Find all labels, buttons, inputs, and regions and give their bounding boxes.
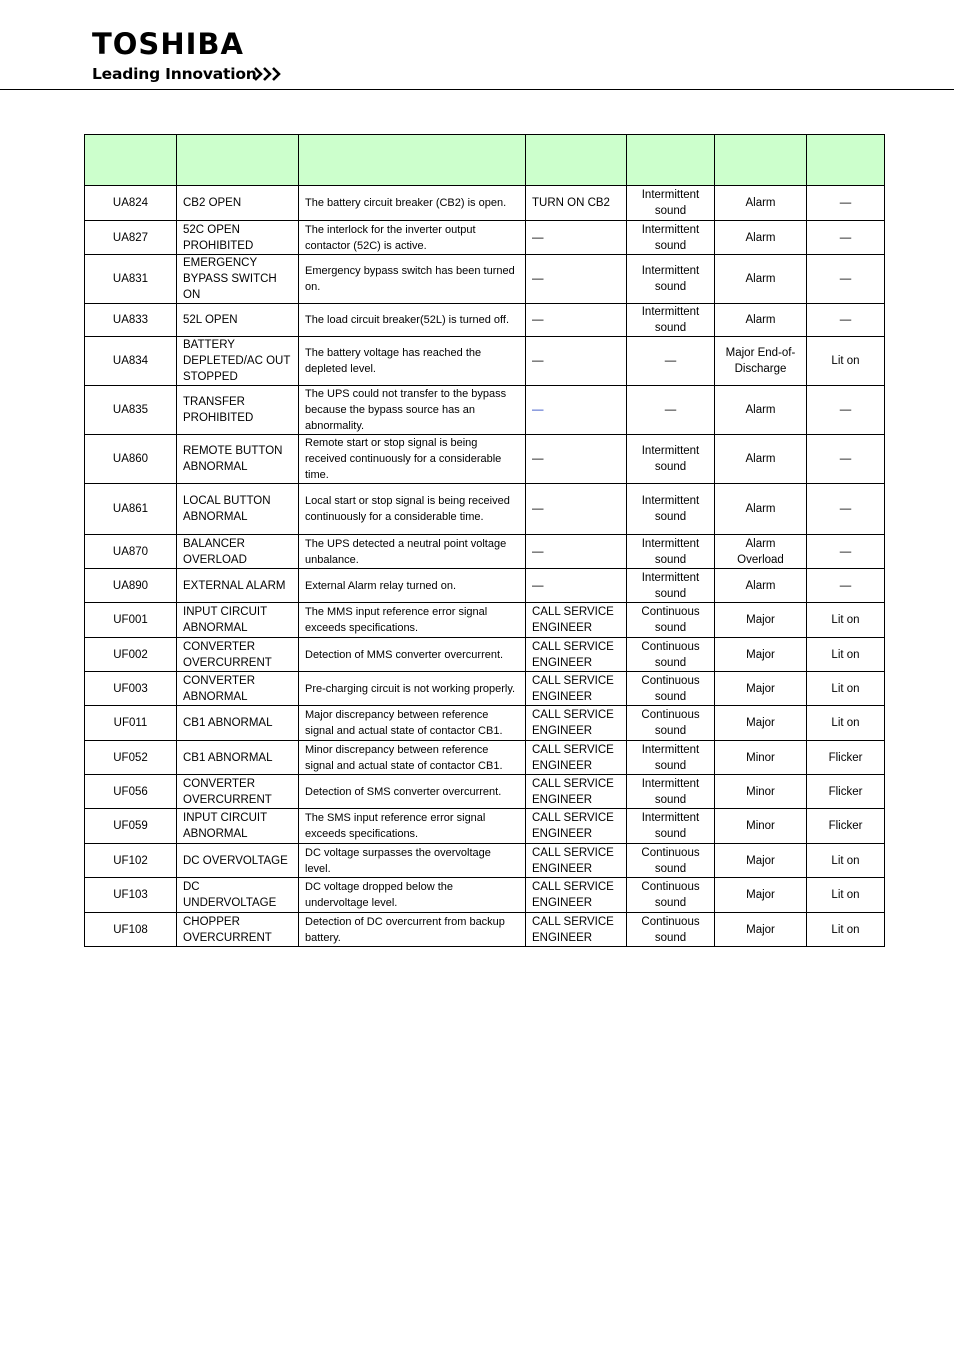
level-cell: Alarm (715, 435, 807, 484)
led-cell: — (807, 304, 885, 337)
led-cell: — (807, 221, 885, 255)
code-cell: UF002 (85, 638, 177, 672)
code-cell: UA834 (85, 337, 177, 386)
table-row (85, 672, 885, 706)
table-row (85, 535, 885, 569)
table-row (85, 913, 885, 947)
table-row (85, 484, 885, 535)
buzzer-cell: Continuous sound (627, 844, 715, 878)
level-cell: Alarm Overload (715, 535, 807, 569)
level-cell: Major End-of-Discharge (715, 337, 807, 386)
led-cell: Lit on (807, 913, 885, 947)
buzzer-cell: Intermittent sound (627, 186, 715, 221)
action-cell: CALL SERVICE ENGINEER (526, 672, 627, 706)
description-cell: Detection of DC overcurrent from backup battery. (299, 913, 526, 947)
led-cell: Flicker (807, 775, 885, 809)
name-cell: BALANCER OVERLOAD (177, 535, 299, 569)
code-cell: UF011 (85, 706, 177, 741)
level-cell: Minor (715, 809, 807, 844)
buzzer-cell: Intermittent sound (627, 484, 715, 535)
action-cell: CALL SERVICE ENGINEER (526, 638, 627, 672)
level-cell: Alarm (715, 386, 807, 435)
buzzer-cell: Continuous sound (627, 878, 715, 913)
led-cell: Lit on (807, 706, 885, 741)
description-cell: The load circuit breaker(52L) is turned off. (299, 304, 526, 337)
level-cell: Major (715, 638, 807, 672)
header-cell (299, 135, 526, 186)
action-cell: CALL SERVICE ENGINEER (526, 775, 627, 809)
level-cell: Alarm (715, 569, 807, 603)
action-cell: — (526, 569, 627, 603)
description-cell: The interlock for the inverter output contactor (52C) is active. (299, 221, 526, 255)
description-cell: The UPS detected a neutral point voltage unbalance. (299, 535, 526, 569)
name-cell: TRANSFER PROHIBITED (177, 386, 299, 435)
description-cell: The UPS could not transfer to the bypass because the bypass source has an abnormality. (299, 386, 526, 435)
table-row (85, 844, 885, 878)
code-cell: UA861 (85, 484, 177, 535)
action-cell: — (526, 535, 627, 569)
buzzer-cell: Continuous sound (627, 672, 715, 706)
description-cell: DC voltage dropped below the undervoltage level. (299, 878, 526, 913)
led-cell: Lit on (807, 844, 885, 878)
action-cell: CALL SERVICE ENGINEER (526, 844, 627, 878)
led-cell: Lit on (807, 672, 885, 706)
name-cell: INPUT CIRCUIT ABNORMAL (177, 603, 299, 638)
table-row (85, 221, 885, 255)
level-cell: Major (715, 878, 807, 913)
table-row (85, 186, 885, 221)
header-divider (0, 89, 954, 90)
brand-tagline: Leading Innovation (92, 65, 257, 83)
header-cell (627, 135, 715, 186)
code-cell: UF052 (85, 741, 177, 775)
code-cell: UA833 (85, 304, 177, 337)
description-cell: The MMS input reference error signal exceeds specifications. (299, 603, 526, 638)
name-cell: 52C OPEN PROHIBITED (177, 221, 299, 255)
table-row (85, 304, 885, 337)
description-cell: Major discrepancy between reference signal and actual state of contactor CB1. (299, 706, 526, 741)
name-cell: REMOTE BUTTON ABNORMAL (177, 435, 299, 484)
level-cell: Alarm (715, 221, 807, 255)
description-cell: Detection of SMS converter overcurrent. (299, 775, 526, 809)
description-cell: Detection of MMS converter overcurrent. (299, 638, 526, 672)
action-cell: — (526, 337, 627, 386)
code-cell: UF003 (85, 672, 177, 706)
buzzer-cell: Intermittent sound (627, 535, 715, 569)
level-cell: Alarm (715, 304, 807, 337)
buzzer-cell: Continuous sound (627, 706, 715, 741)
code-cell: UF059 (85, 809, 177, 844)
table-row (85, 809, 885, 844)
action-cell: — (526, 484, 627, 535)
code-cell: UA860 (85, 435, 177, 484)
name-cell: CONVERTER OVERCURRENT (177, 638, 299, 672)
name-cell: BATTERY DEPLETED/AC OUT STOPPED (177, 337, 299, 386)
led-cell: Flicker (807, 809, 885, 844)
level-cell: Alarm (715, 484, 807, 535)
name-cell: CONVERTER ABNORMAL (177, 672, 299, 706)
level-cell: Alarm (715, 255, 807, 304)
header-cell (807, 135, 885, 186)
buzzer-cell: Continuous sound (627, 638, 715, 672)
level-cell: Major (715, 603, 807, 638)
description-cell: DC voltage surpasses the overvoltage level. (299, 844, 526, 878)
header-cell (85, 135, 177, 186)
name-cell: CHOPPER OVERCURRENT (177, 913, 299, 947)
name-cell: CB2 OPEN (177, 186, 299, 221)
action-cell: CALL SERVICE ENGINEER (526, 741, 627, 775)
buzzer-cell: Continuous sound (627, 603, 715, 638)
level-cell: Minor (715, 775, 807, 809)
led-cell: Lit on (807, 878, 885, 913)
name-cell: CB1 ABNORMAL (177, 741, 299, 775)
table-row (85, 337, 885, 386)
description-cell: Remote start or stop signal is being received continuously for a considerable time. (299, 435, 526, 484)
buzzer-cell: — (627, 337, 715, 386)
buzzer-cell: Continuous sound (627, 913, 715, 947)
name-cell: 52L OPEN (177, 304, 299, 337)
level-cell: Major (715, 672, 807, 706)
code-cell: UF001 (85, 603, 177, 638)
level-cell: Major (715, 706, 807, 741)
code-cell: UA835 (85, 386, 177, 435)
level-cell: Minor (715, 741, 807, 775)
code-cell: UA870 (85, 535, 177, 569)
description-cell: The battery voltage has reached the depleted level. (299, 337, 526, 386)
action-cell: — (526, 304, 627, 337)
led-cell: — (807, 435, 885, 484)
buzzer-cell: Intermittent sound (627, 775, 715, 809)
description-cell: Local start or stop signal is being received continuously for a considerable time. (299, 484, 526, 535)
page-header (0, 0, 954, 90)
name-cell: CB1 ABNORMAL (177, 706, 299, 741)
name-cell: LOCAL BUTTON ABNORMAL (177, 484, 299, 535)
level-cell: Major (715, 844, 807, 878)
code-cell: UA824 (85, 186, 177, 221)
name-cell: DC OVERVOLTAGE (177, 844, 299, 878)
name-cell: INPUT CIRCUIT ABNORMAL (177, 809, 299, 844)
table-row (85, 706, 885, 741)
action-cell: CALL SERVICE ENGINEER (526, 913, 627, 947)
buzzer-cell: — (627, 386, 715, 435)
table-row (85, 878, 885, 913)
action-cell: CALL SERVICE ENGINEER (526, 809, 627, 844)
table-row (85, 638, 885, 672)
action-cell: — (526, 221, 627, 255)
name-cell: EMERGENCY BYPASS SWITCH ON (177, 255, 299, 304)
level-cell: Major (715, 913, 807, 947)
table-row (85, 386, 885, 435)
action-cell: — (526, 435, 627, 484)
code-cell: UF102 (85, 844, 177, 878)
action-cell: TURN ON CB2 (526, 186, 627, 221)
header-cell (715, 135, 807, 186)
code-cell: UF056 (85, 775, 177, 809)
description-cell: The battery circuit breaker (CB2) is open. (299, 186, 526, 221)
led-cell: — (807, 186, 885, 221)
name-cell: DC UNDERVOLTAGE (177, 878, 299, 913)
code-cell: UA827 (85, 221, 177, 255)
chevron-arrows-icon (254, 67, 282, 81)
buzzer-cell: Intermittent sound (627, 304, 715, 337)
name-cell: EXTERNAL ALARM (177, 569, 299, 603)
led-cell: — (807, 484, 885, 535)
header-cell (526, 135, 627, 186)
level-cell: Alarm (715, 186, 807, 221)
code-cell: UF103 (85, 878, 177, 913)
buzzer-cell: Intermittent sound (627, 741, 715, 775)
code-cell: UA890 (85, 569, 177, 603)
buzzer-cell: Intermittent sound (627, 809, 715, 844)
buzzer-cell: Intermittent sound (627, 435, 715, 484)
led-cell: Lit on (807, 638, 885, 672)
code-cell: UF108 (85, 913, 177, 947)
description-cell: Emergency bypass switch has been turned on. (299, 255, 526, 304)
led-cell: Lit on (807, 603, 885, 638)
fault-code-table (84, 134, 885, 947)
description-cell: Pre-charging circuit is not working properly. (299, 672, 526, 706)
action-cell: CALL SERVICE ENGINEER (526, 603, 627, 638)
brand-logo: TOSHIBA (92, 27, 244, 61)
table-row (85, 435, 885, 484)
description-cell: Minor discrepancy between reference signal and actual state of contactor CB1. (299, 741, 526, 775)
table-row (85, 741, 885, 775)
table-row (85, 775, 885, 809)
table-row (85, 255, 885, 304)
led-cell: Flicker (807, 741, 885, 775)
action-cell: — (526, 386, 627, 435)
led-cell: — (807, 535, 885, 569)
table-row (85, 569, 885, 603)
led-cell: — (807, 569, 885, 603)
action-cell: CALL SERVICE ENGINEER (526, 706, 627, 741)
name-cell: CONVERTER OVERCURRENT (177, 775, 299, 809)
table-row (85, 603, 885, 638)
action-cell: CALL SERVICE ENGINEER (526, 878, 627, 913)
description-cell: External Alarm relay turned on. (299, 569, 526, 603)
buzzer-cell: Intermittent sound (627, 221, 715, 255)
code-cell: UA831 (85, 255, 177, 304)
description-cell: The SMS input reference error signal exceeds specifications. (299, 809, 526, 844)
led-cell: — (807, 386, 885, 435)
buzzer-cell: Intermittent sound (627, 569, 715, 603)
table-header-row (85, 135, 885, 186)
buzzer-cell: Intermittent sound (627, 255, 715, 304)
led-cell: — (807, 255, 885, 304)
action-cell: — (526, 255, 627, 304)
led-cell: Lit on (807, 337, 885, 386)
header-cell (177, 135, 299, 186)
